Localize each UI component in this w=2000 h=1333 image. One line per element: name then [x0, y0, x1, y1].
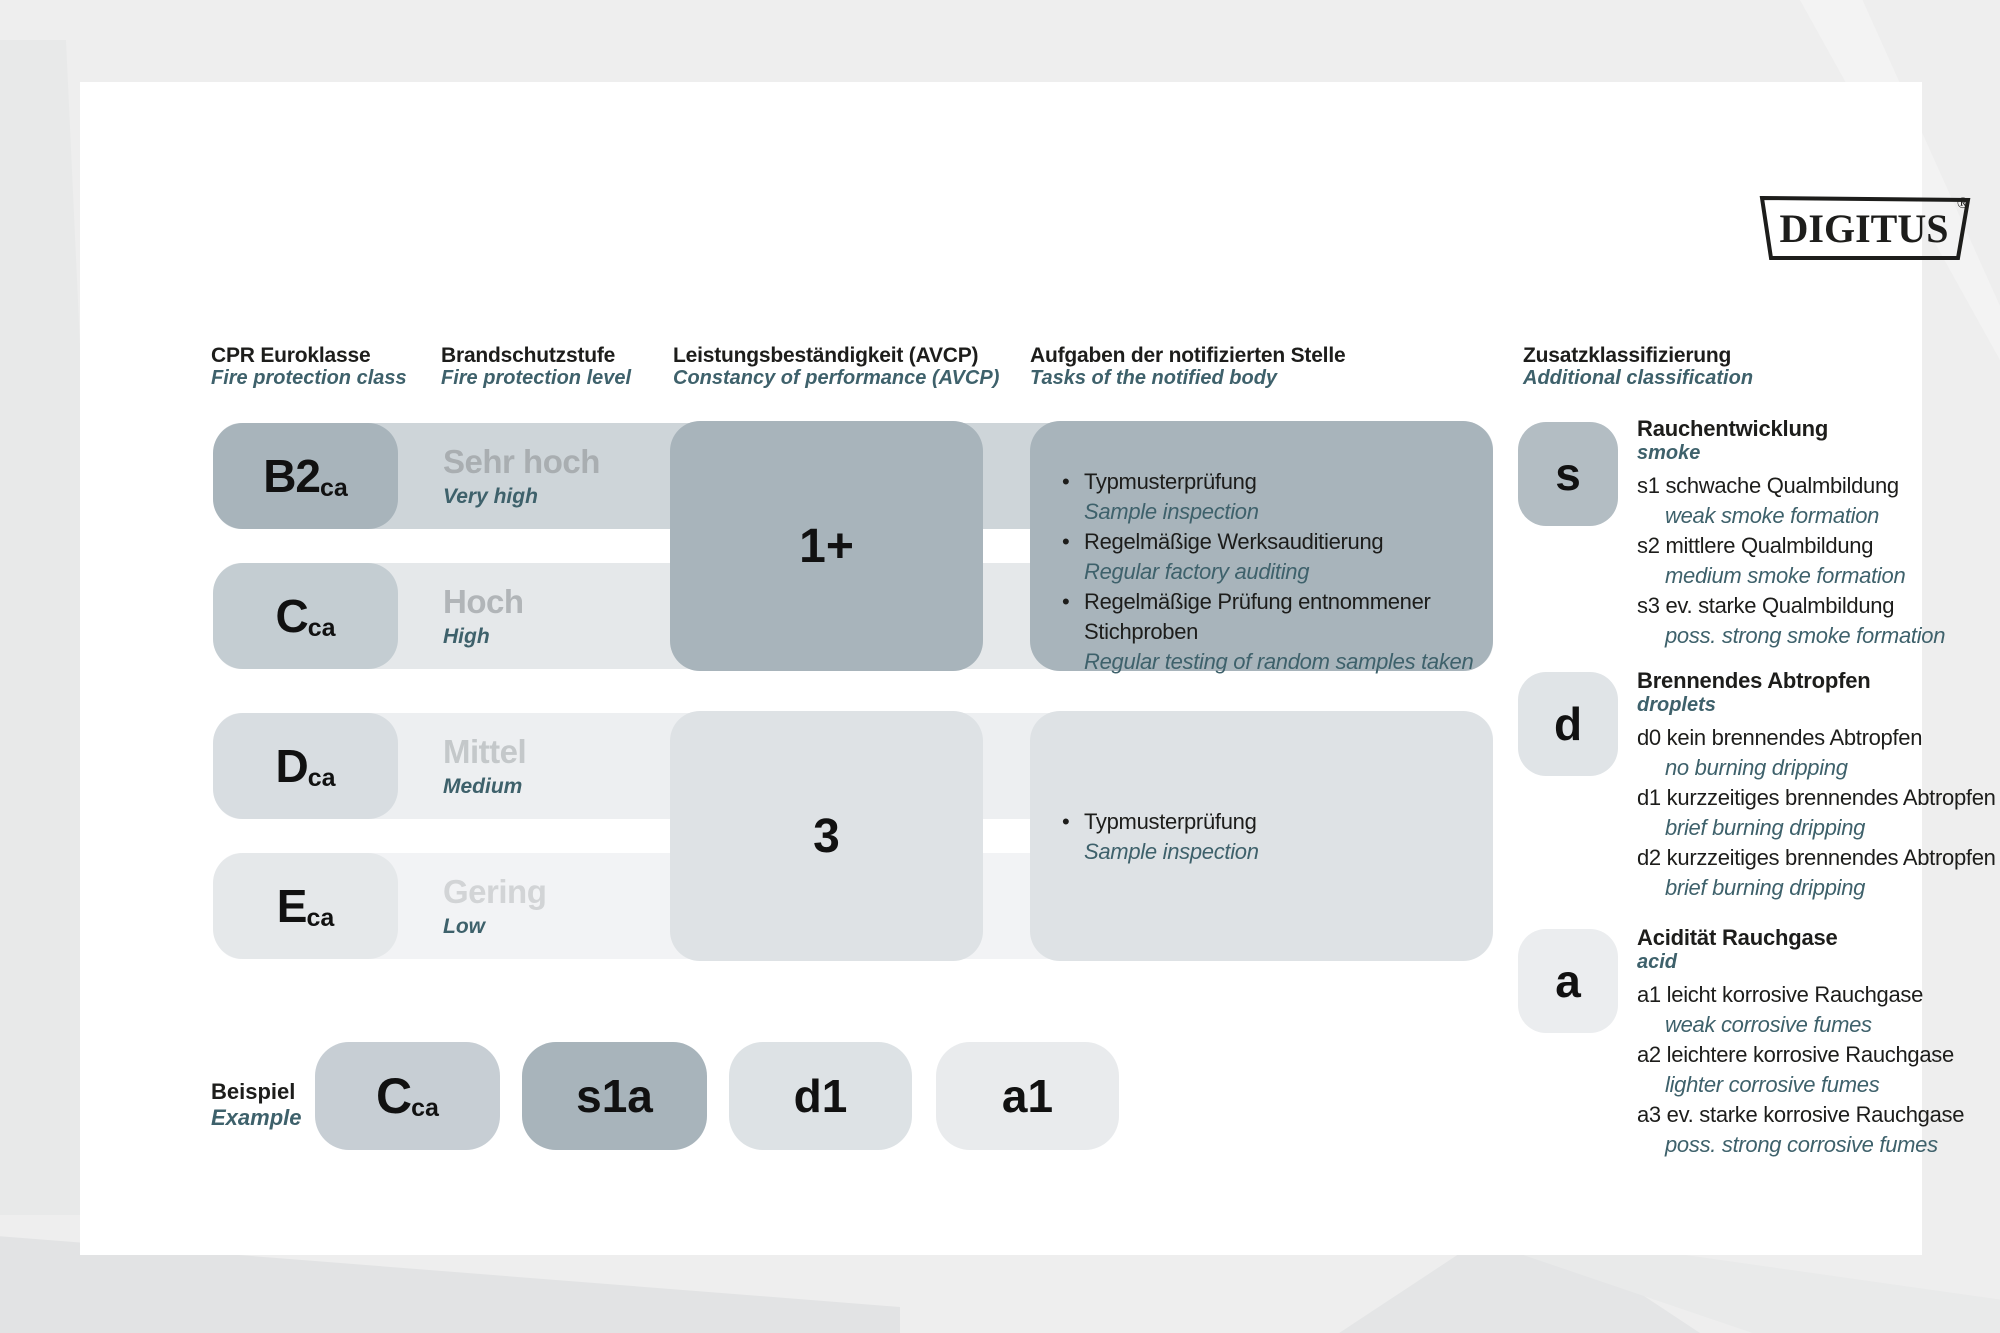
section-droplets [1637, 668, 2000, 903]
class-badge-dca [213, 713, 398, 819]
header-avcp [673, 344, 999, 390]
item-en: weak smoke formation [1665, 503, 1880, 528]
example-code: C [376, 1068, 412, 1124]
header-en: Constancy of performance (AVCP) [673, 367, 1000, 389]
header-notified-body [1030, 344, 1345, 390]
item-en: poss. strong smoke formation [1665, 623, 1946, 648]
task-item-en: Sample inspection [1084, 499, 1259, 524]
example-badge-cca [315, 1042, 500, 1150]
header-en: Additional classification [1523, 367, 1754, 389]
task-item-en: Regular factory auditing [1084, 559, 1310, 584]
item-de: s1 schwache Qualmbildung [1637, 473, 1899, 498]
bullet-icon [1062, 587, 1084, 647]
header-en: Fire protection class [211, 367, 407, 389]
example-code: d1 [793, 1070, 848, 1122]
item-en: weak corrosive fumes [1665, 1012, 1872, 1037]
level-en: Low [443, 914, 485, 938]
item-de: s2 mittlere Qualmbildung [1637, 533, 1874, 558]
section-title-de: Rauchentwicklung [1637, 416, 1829, 441]
header-cpr-euroclass [211, 344, 407, 390]
item-de: d0 kein brennendes Abtropfen [1637, 725, 1923, 750]
section-smoke [1637, 416, 2000, 651]
task-item-de: • Typmusterprüfung [1062, 807, 1483, 837]
item-en: no burning dripping [1665, 755, 1848, 780]
level-de: Hoch [443, 582, 524, 620]
example-badge-d1 [729, 1042, 912, 1150]
class-subscript: ca [306, 903, 335, 932]
bullet-icon [1062, 467, 1084, 497]
class-badge-b2ca [213, 423, 398, 529]
header-de: Brandschutzstufe [441, 344, 616, 367]
header-de: Zusatzklassifizierung [1523, 344, 1732, 367]
level-en: Very high [443, 484, 538, 508]
header-de: Leistungsbeständigkeit (AVCP) [673, 344, 979, 367]
item-en: brief burning dripping [1665, 815, 1866, 840]
level-en: High [443, 624, 490, 648]
avcp-value: 1+ [799, 519, 854, 573]
header-de: Aufgaben der notifizierten Stelle [1030, 344, 1346, 367]
example-badge-a1 [936, 1042, 1119, 1150]
section-title-en: droplets [1637, 694, 1716, 716]
task-item-de: • Regelmäßige Prüfung entnommener Stichproben [1062, 587, 1483, 647]
item-de: s3 ev. starke Qualmbildung [1637, 593, 1895, 618]
content-card [80, 82, 1996, 1255]
header-fire-protection-level [441, 344, 631, 390]
example-badge-s1a [522, 1042, 707, 1150]
example-code: s1a [576, 1070, 653, 1122]
class-subscript: ca [307, 613, 336, 642]
item-de: d1 kurzzeitiges brennendes Abtropfen [1637, 785, 1996, 810]
digitus-logo [1756, 190, 1976, 266]
class-subscript: ca [307, 763, 336, 792]
section-title-en: acid [1637, 951, 1678, 973]
droplets-symbol: d [1553, 698, 1583, 750]
tasks-box-3 [1030, 711, 1493, 961]
example-label-en: Example [211, 1105, 302, 1130]
class-badge-cca [213, 563, 398, 669]
section-title-de: Acidität Rauchgase [1637, 925, 1838, 950]
bullet-icon [1062, 527, 1084, 557]
section-title-en: smoke [1637, 442, 1701, 464]
registered-mark: ® [1956, 195, 1970, 212]
example-label [211, 1079, 302, 1131]
class-badge-eca [213, 853, 398, 959]
task-item-de: • Typmusterprüfung [1062, 467, 1483, 497]
section-acid [1637, 925, 2000, 1160]
item-en: medium smoke formation [1665, 563, 1906, 588]
header-de: CPR Euroklasse [211, 344, 371, 367]
example-subscript: ca [411, 1093, 439, 1122]
avcp-box-1plus [670, 421, 983, 671]
bullet-icon [1062, 807, 1084, 837]
smoke-symbol: s [1555, 448, 1581, 500]
item-en: poss. strong corrosive fumes [1665, 1132, 1938, 1157]
item-en: brief burning dripping [1665, 875, 1866, 900]
acid-badge [1518, 929, 1618, 1033]
item-de: a3 ev. starke korrosive Rauchgase [1637, 1102, 1965, 1127]
class-code: D [275, 740, 308, 792]
class-code: C [275, 590, 308, 642]
level-de: Sehr hoch [443, 442, 600, 480]
level-de: Gering [443, 872, 547, 910]
droplets-badge [1518, 672, 1618, 776]
level-de: Mittel [443, 732, 527, 770]
item-de: d2 kurzzeitiges brennendes Abtropfen [1637, 845, 1996, 870]
acid-symbol: a [1555, 955, 1581, 1007]
task-item-en: Regular testing of random samples taken [1084, 649, 1474, 674]
task-item-en: Sample inspection [1084, 839, 1259, 864]
class-code: E [276, 880, 307, 932]
logo-text: DIGITUS [1779, 206, 1949, 251]
avcp-box-3 [670, 711, 983, 961]
item-en: lighter corrosive fumes [1665, 1072, 1880, 1097]
avcp-value: 3 [813, 809, 840, 863]
tasks-box-1plus [1030, 421, 1493, 674]
example-label-de: Beispiel [211, 1079, 296, 1104]
smoke-badge [1518, 422, 1618, 526]
item-de: a2 leichtere korrosive Rauchgase [1637, 1042, 1954, 1067]
section-title-de: Brennendes Abtropfen [1637, 668, 1871, 693]
example-code: a1 [1001, 1070, 1054, 1122]
header-en: Fire protection level [441, 367, 632, 389]
item-de: a1 leicht korrosive Rauchgase [1637, 982, 1924, 1007]
class-code: B2 [263, 450, 320, 502]
class-subscript: ca [320, 473, 348, 502]
task-item-de: • Regelmäßige Werksauditierung [1062, 527, 1483, 557]
header-additional-classification [1523, 344, 1753, 390]
level-en: Medium [443, 774, 523, 798]
header-en: Tasks of the notified body [1030, 367, 1278, 389]
